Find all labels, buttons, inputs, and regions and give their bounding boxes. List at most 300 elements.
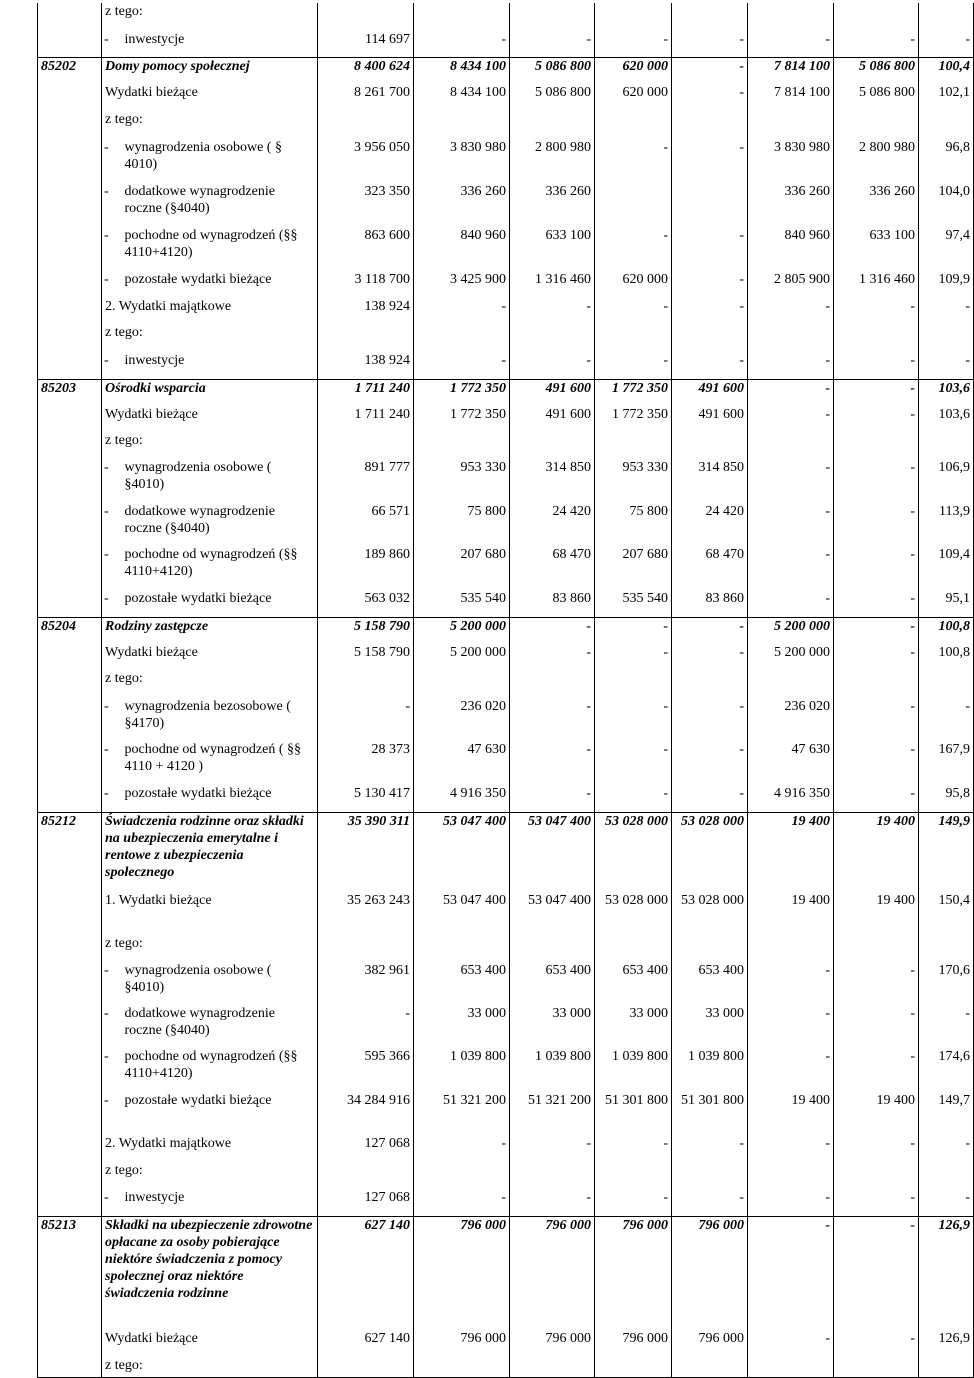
value-cell: 66 571	[318, 503, 414, 546]
section-code	[38, 1092, 102, 1135]
section-name: Rodziny zastępcze	[102, 617, 318, 644]
value-cell: -	[834, 698, 919, 741]
value-cell	[510, 1357, 595, 1377]
value-cell: 7 814 100	[748, 57, 834, 84]
item-dash: -	[104, 591, 109, 606]
value-cell: 24 420	[672, 503, 748, 546]
value-cell: 51 321 200	[414, 1092, 510, 1135]
value-cell: -	[748, 459, 834, 503]
value-cell: 796 000	[672, 1330, 748, 1357]
value-cell: 5 200 000	[748, 617, 834, 644]
budget-table	[37, 3, 974, 1378]
value-cell: 953 330	[595, 459, 672, 503]
value-cell: -	[919, 352, 974, 379]
value-cell	[834, 432, 919, 459]
section-row	[38, 57, 974, 84]
value-cell: -	[595, 1189, 672, 1216]
value-cell: 100,4	[919, 57, 974, 84]
value-cell: 627 140	[318, 1330, 414, 1357]
value-cell: -	[834, 31, 919, 57]
value-cell: 5 086 800	[510, 57, 595, 84]
value-cell: 104,0	[919, 183, 974, 227]
value-cell: 33 000	[510, 1005, 595, 1048]
value-cell	[414, 111, 510, 139]
value-cell: 114 697	[318, 31, 414, 57]
value-cell: 535 540	[414, 590, 510, 617]
section-code	[38, 644, 102, 670]
value-cell	[834, 111, 919, 139]
value-cell	[748, 935, 834, 962]
value-cell: -	[834, 459, 919, 503]
value-cell: 2 800 980	[510, 139, 595, 183]
value-cell: 5 158 790	[318, 644, 414, 670]
value-cell: -	[834, 644, 919, 670]
item-row	[38, 1048, 974, 1092]
value-cell: 633 100	[510, 227, 595, 271]
item-row	[38, 31, 974, 57]
value-cell: 109,9	[919, 271, 974, 298]
item-label: wynagrodzenia osobowe ( §4010)	[122, 962, 318, 1005]
section-name: Świadczenia rodzinne oraz składki na ubezpieczenia emerytalne i rentowe z ubezpieczenia społecznego	[102, 812, 318, 892]
value-cell	[672, 935, 748, 962]
budget-table-body	[38, 3, 974, 1377]
item-label: wynagrodzenia osobowe ( §4010)	[122, 459, 318, 503]
value-cell: 491 600	[510, 406, 595, 432]
value-cell	[595, 324, 672, 352]
value-cell: 53 047 400	[414, 812, 510, 892]
value-cell	[318, 1162, 414, 1189]
section-code: 85203	[38, 379, 102, 406]
value-cell: 126,9	[919, 1330, 974, 1357]
value-cell: 47 630	[414, 741, 510, 785]
value-cell: 127 068	[318, 1135, 414, 1162]
value-cell: 53 047 400	[510, 812, 595, 892]
subtotal-label: Wydatki bieżące	[102, 84, 318, 111]
item-label: dodatkowe wynagrodzenie roczne (§4040)	[122, 1005, 318, 1048]
value-cell	[672, 111, 748, 139]
item-dash: -	[104, 32, 109, 47]
value-cell: -	[414, 31, 510, 57]
section-code	[38, 227, 102, 271]
value-cell: -	[919, 1189, 974, 1216]
value-cell: 796 000	[414, 1216, 510, 1330]
section-code	[38, 139, 102, 183]
value-cell	[414, 1357, 510, 1377]
value-cell	[672, 183, 748, 227]
value-cell: -	[414, 1135, 510, 1162]
value-cell: 167,9	[919, 741, 974, 785]
item-dash: -	[104, 1006, 109, 1021]
subtotal-label: Wydatki bieżące	[102, 406, 318, 432]
value-cell: 1 039 800	[510, 1048, 595, 1092]
value-cell: -	[919, 31, 974, 57]
value-cell: -	[919, 698, 974, 741]
value-cell: -	[834, 590, 919, 617]
ztego-row	[38, 111, 974, 139]
value-cell: -	[748, 1005, 834, 1048]
subtotal-row	[38, 892, 974, 935]
value-cell	[919, 432, 974, 459]
value-cell: 170,6	[919, 962, 974, 1005]
value-cell: -	[834, 1330, 919, 1357]
value-cell: -	[834, 352, 919, 379]
value-cell: 491 600	[672, 379, 748, 406]
value-cell: 796 000	[595, 1330, 672, 1357]
value-cell: 2 805 900	[748, 271, 834, 298]
value-cell: 100,8	[919, 617, 974, 644]
value-cell: -	[595, 139, 672, 183]
value-cell: -	[834, 1135, 919, 1162]
subtotal-label: 2. Wydatki majątkowe	[102, 1135, 318, 1162]
value-cell: -	[834, 379, 919, 406]
item-label: inwestycje	[122, 1189, 318, 1216]
value-cell: -	[595, 644, 672, 670]
value-cell: -	[595, 298, 672, 324]
section-code	[38, 183, 102, 227]
section-code: 85212	[38, 812, 102, 892]
value-cell	[748, 3, 834, 31]
item-dash: -	[104, 1049, 109, 1064]
item-dash: -	[104, 699, 109, 714]
value-cell: -	[595, 617, 672, 644]
value-cell: -	[510, 352, 595, 379]
value-cell: -	[672, 271, 748, 298]
value-cell: -	[748, 31, 834, 57]
value-cell: -	[672, 785, 748, 812]
item-row	[38, 1092, 974, 1135]
value-cell	[834, 935, 919, 962]
value-cell: 236 020	[414, 698, 510, 741]
value-cell	[919, 324, 974, 352]
value-cell	[595, 1162, 672, 1189]
value-cell: 595 366	[318, 1048, 414, 1092]
value-cell: 336 260	[414, 183, 510, 227]
item-row	[38, 139, 974, 183]
item-row	[38, 590, 974, 617]
item-dash: -	[104, 1093, 109, 1108]
value-cell: 126,9	[919, 1216, 974, 1330]
item-label: pozostałe wydatki bieżące	[122, 1092, 318, 1135]
ztego-label: z tego:	[102, 3, 318, 31]
ztego-label: z tego:	[102, 111, 318, 139]
value-cell: 620 000	[595, 84, 672, 111]
value-cell: 207 680	[595, 546, 672, 590]
value-cell: -	[510, 617, 595, 644]
value-cell: 97,4	[919, 227, 974, 271]
item-dash: -	[104, 140, 109, 155]
value-cell: 75 800	[595, 503, 672, 546]
section-code	[38, 1048, 102, 1092]
value-cell: 100,8	[919, 644, 974, 670]
value-cell: -	[672, 617, 748, 644]
value-cell: -	[748, 503, 834, 546]
value-cell: -	[595, 698, 672, 741]
value-cell: -	[919, 1005, 974, 1048]
value-cell: 653 400	[672, 962, 748, 1005]
value-cell: 47 630	[748, 741, 834, 785]
value-cell: 336 260	[834, 183, 919, 227]
value-cell	[595, 432, 672, 459]
item-label: inwestycje	[122, 352, 318, 379]
value-cell: 620 000	[595, 57, 672, 84]
value-cell: -	[510, 741, 595, 785]
item-row	[38, 741, 974, 785]
value-cell: -	[595, 741, 672, 785]
value-cell	[919, 935, 974, 962]
ztego-label: z tego:	[102, 432, 318, 459]
value-cell: -	[919, 1135, 974, 1162]
value-cell: -	[672, 227, 748, 271]
value-cell: 7 814 100	[748, 84, 834, 111]
value-cell: 19 400	[834, 892, 919, 935]
section-code	[38, 1005, 102, 1048]
value-cell: 19 400	[834, 812, 919, 892]
subtotal-row	[38, 84, 974, 111]
value-cell: -	[748, 590, 834, 617]
value-cell: 95,1	[919, 590, 974, 617]
value-cell: -	[919, 298, 974, 324]
section-code	[38, 459, 102, 503]
subtotal-label: Wydatki bieżące	[102, 644, 318, 670]
item-label: pochodne od wynagrodzeń ( §§ 4110 + 4120 )	[122, 741, 318, 785]
value-cell: 3 830 980	[748, 139, 834, 183]
value-cell	[595, 1357, 672, 1377]
subtotal-row	[38, 1330, 974, 1357]
section-name: Domy pomocy społecznej	[102, 57, 318, 84]
value-cell: 53 047 400	[414, 892, 510, 935]
value-cell: 4 916 350	[414, 785, 510, 812]
ztego-label: z tego:	[102, 1162, 318, 1189]
item-dash: -	[104, 353, 109, 368]
value-cell: 535 540	[595, 590, 672, 617]
value-cell: 19 400	[748, 1092, 834, 1135]
value-cell: 3 118 700	[318, 271, 414, 298]
value-cell: 4 916 350	[748, 785, 834, 812]
value-cell: 96,8	[919, 139, 974, 183]
section-code: 85204	[38, 617, 102, 644]
value-cell: 796 000	[595, 1216, 672, 1330]
section-code	[38, 741, 102, 785]
value-cell: 127 068	[318, 1189, 414, 1216]
value-cell: -	[748, 1135, 834, 1162]
value-cell: -	[414, 298, 510, 324]
value-cell: 796 000	[672, 1216, 748, 1330]
item-dash: -	[104, 460, 109, 475]
value-cell	[510, 324, 595, 352]
value-cell	[318, 935, 414, 962]
section-code	[38, 670, 102, 698]
value-cell: 109,4	[919, 546, 974, 590]
value-cell: -	[748, 1216, 834, 1330]
section-code	[38, 935, 102, 962]
value-cell: 33 000	[414, 1005, 510, 1048]
value-cell: 8 261 700	[318, 84, 414, 111]
value-cell: 8 434 100	[414, 84, 510, 111]
value-cell: 103,6	[919, 406, 974, 432]
value-cell: 491 600	[672, 406, 748, 432]
item-dash: -	[104, 184, 109, 199]
section-code: 85202	[38, 57, 102, 84]
subtotal-row	[38, 644, 974, 670]
value-cell	[414, 670, 510, 698]
value-cell: 336 260	[748, 183, 834, 227]
value-cell: 382 961	[318, 962, 414, 1005]
value-cell: 653 400	[595, 962, 672, 1005]
section-code	[38, 271, 102, 298]
value-cell: -	[748, 352, 834, 379]
item-row	[38, 459, 974, 503]
value-cell: 323 350	[318, 183, 414, 227]
value-cell	[919, 670, 974, 698]
value-cell: 24 420	[510, 503, 595, 546]
item-row	[38, 183, 974, 227]
value-cell: -	[672, 644, 748, 670]
subtotal-label: 1. Wydatki bieżące	[102, 892, 318, 935]
value-cell: -	[510, 31, 595, 57]
value-cell: -	[834, 546, 919, 590]
value-cell	[414, 3, 510, 31]
value-cell: -	[672, 352, 748, 379]
section-code	[38, 1330, 102, 1357]
section-row	[38, 617, 974, 644]
value-cell: -	[414, 352, 510, 379]
value-cell: 3 956 050	[318, 139, 414, 183]
item-row	[38, 546, 974, 590]
value-cell: 236 020	[748, 698, 834, 741]
value-cell: -	[414, 1189, 510, 1216]
value-cell	[510, 432, 595, 459]
value-cell: 336 260	[510, 183, 595, 227]
section-code	[38, 698, 102, 741]
section-code	[38, 962, 102, 1005]
section-code	[38, 432, 102, 459]
value-cell: 149,7	[919, 1092, 974, 1135]
value-cell	[748, 432, 834, 459]
value-cell: 83 860	[672, 590, 748, 617]
value-cell: -	[834, 741, 919, 785]
value-cell	[510, 670, 595, 698]
subtotal-row	[38, 1135, 974, 1162]
value-cell	[748, 1162, 834, 1189]
value-cell	[672, 670, 748, 698]
section-code	[38, 785, 102, 812]
value-cell: -	[595, 785, 672, 812]
value-cell: -	[834, 406, 919, 432]
value-cell: 1 316 460	[510, 271, 595, 298]
value-cell: -	[748, 1189, 834, 1216]
value-cell: -	[318, 698, 414, 741]
value-cell: -	[834, 1189, 919, 1216]
value-cell	[510, 111, 595, 139]
value-cell	[595, 670, 672, 698]
value-cell: 19 400	[834, 1092, 919, 1135]
section-code	[38, 406, 102, 432]
value-cell: -	[748, 546, 834, 590]
value-cell: 1 039 800	[672, 1048, 748, 1092]
section-code	[38, 590, 102, 617]
value-cell: -	[748, 379, 834, 406]
ztego-label: z tego:	[102, 1357, 318, 1377]
value-cell: 19 400	[748, 812, 834, 892]
value-cell	[672, 1162, 748, 1189]
value-cell: 891 777	[318, 459, 414, 503]
item-label: pochodne od wynagrodzeń (§§ 4110+4120)	[122, 227, 318, 271]
value-cell: 106,9	[919, 459, 974, 503]
value-cell	[318, 670, 414, 698]
value-cell	[672, 324, 748, 352]
section-code	[38, 352, 102, 379]
value-cell: -	[510, 785, 595, 812]
value-cell: 653 400	[414, 962, 510, 1005]
value-cell: 75 800	[414, 503, 510, 546]
value-cell: 68 470	[672, 546, 748, 590]
value-cell: 95,8	[919, 785, 974, 812]
value-cell: 2 800 980	[834, 139, 919, 183]
subtotal-row	[38, 298, 974, 324]
value-cell: -	[834, 617, 919, 644]
value-cell: -	[510, 698, 595, 741]
item-label: inwestycje	[122, 31, 318, 57]
value-cell	[919, 111, 974, 139]
section-row	[38, 379, 974, 406]
value-cell	[748, 1357, 834, 1377]
value-cell	[919, 1162, 974, 1189]
value-cell	[595, 183, 672, 227]
item-label: pozostałe wydatki bieżące	[122, 785, 318, 812]
value-cell: 3 830 980	[414, 139, 510, 183]
ztego-row	[38, 3, 974, 31]
item-dash: -	[104, 963, 109, 978]
item-dash: -	[104, 272, 109, 287]
value-cell	[672, 432, 748, 459]
item-row	[38, 227, 974, 271]
value-cell	[834, 1162, 919, 1189]
value-cell: -	[510, 1189, 595, 1216]
value-cell	[318, 432, 414, 459]
section-row	[38, 1216, 974, 1330]
value-cell: -	[672, 1135, 748, 1162]
value-cell: 150,4	[919, 892, 974, 935]
value-cell: 314 850	[510, 459, 595, 503]
item-dash: -	[104, 228, 109, 243]
value-cell: -	[748, 962, 834, 1005]
value-cell: 5 130 417	[318, 785, 414, 812]
ztego-row	[38, 1357, 974, 1377]
item-row	[38, 1005, 974, 1048]
value-cell: -	[510, 1135, 595, 1162]
value-cell: 1 039 800	[414, 1048, 510, 1092]
value-cell: 51 321 200	[510, 1092, 595, 1135]
value-cell	[414, 324, 510, 352]
ztego-label: z tego:	[102, 935, 318, 962]
value-cell: -	[748, 298, 834, 324]
value-cell: -	[834, 1048, 919, 1092]
value-cell: 51 301 800	[672, 1092, 748, 1135]
item-label: dodatkowe wynagrodzenie roczne (§4040)	[122, 503, 318, 546]
value-cell: 620 000	[595, 271, 672, 298]
value-cell: 35 390 311	[318, 812, 414, 892]
value-cell: 53 028 000	[672, 892, 748, 935]
value-cell: 1 772 350	[414, 406, 510, 432]
section-code	[38, 324, 102, 352]
item-row	[38, 962, 974, 1005]
value-cell: 1 772 350	[595, 379, 672, 406]
item-label: pozostałe wydatki bieżące	[122, 271, 318, 298]
value-cell: -	[318, 1005, 414, 1048]
value-cell: 35 263 243	[318, 892, 414, 935]
value-cell	[414, 1162, 510, 1189]
value-cell: 83 860	[510, 590, 595, 617]
